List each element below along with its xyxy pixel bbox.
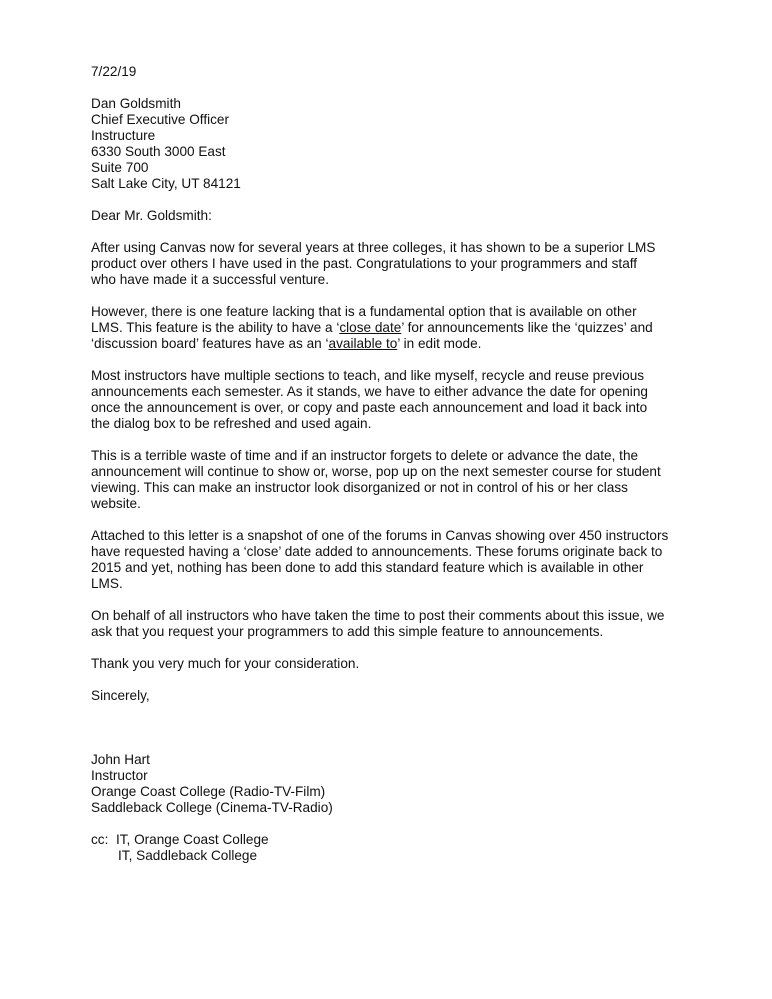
signer-title: Instructor: [91, 768, 148, 783]
paragraph-1: [91, 240, 731, 288]
paragraph-line: website.: [91, 496, 141, 511]
cc-recipient: IT, Saddleback College: [118, 848, 258, 863]
closing: [91, 688, 731, 704]
recipient-title: Chief Executive Officer: [91, 112, 230, 127]
date-text: 7/22/19: [91, 64, 137, 79]
paragraph-line: On behalf of all instructors who have taken the time to post their comments about this issue, we: [91, 608, 665, 623]
paragraph-line: Thank you very much for your consideration.: [91, 656, 360, 671]
paragraph-line: Attached to this letter is a snapshot of one of the forums in Canvas showing over 450 instructors: [91, 528, 669, 543]
paragraph-line: announcement will continue to show or, worse, pop up on the next semester course for student: [91, 464, 661, 479]
underlined-term-available-to: available to: [328, 336, 398, 351]
paragraph-line: LMS.: [91, 576, 123, 591]
paragraph-line: However, there is one feature lacking that is a fundamental option that is available on other: [91, 304, 637, 319]
cc-recipient: IT, Orange Coast College: [115, 832, 269, 847]
paragraph-line: have requested having a ‘close’ date added to announcements. These forums originate back to: [91, 544, 663, 559]
recipient-company: Instructure: [91, 128, 156, 143]
paragraph-line: [91, 336, 731, 352]
signature-block: [91, 752, 731, 816]
signer-name: John Hart: [91, 752, 150, 767]
signature-space: [91, 720, 731, 752]
paragraph-5: [91, 528, 731, 592]
cc-label: cc:: [91, 832, 109, 847]
cc-line-2: [91, 848, 731, 864]
letter-page: [91, 64, 731, 880]
paragraph-line: once the announcement is over, or copy and paste each announcement and load it back into: [91, 400, 648, 415]
paragraph-6: [91, 608, 731, 640]
text-segment: ‘discussion board’ features have as an ‘: [91, 336, 329, 351]
signer-affiliation-1: Orange Coast College (Radio-TV-Film): [91, 784, 326, 799]
paragraph-line: the dialog box to be refreshed and used again.: [91, 416, 372, 431]
salutation: [91, 208, 731, 224]
paragraph-line: announcements each semester. As it stands, we have to either advance the date for opening: [91, 384, 648, 399]
paragraph-line: viewing. This can make an instructor look disorganized or not in control of his or her class: [91, 480, 628, 495]
paragraph-line: This is a terrible waste of time and if an instructor forgets to delete or advance the date, the: [91, 448, 639, 463]
letter-date: [91, 64, 731, 80]
paragraph-line: After using Canvas now for several years at three colleges, it has shown to be a superior LMS: [91, 240, 656, 255]
paragraph-line: who have made it a successful venture.: [91, 272, 330, 287]
paragraph-line: ask that you request your programmers to add this simple feature to announcements.: [91, 624, 604, 639]
cc-line-1: [91, 832, 731, 848]
closing-text: Sincerely,: [91, 688, 150, 703]
paragraph-line: [91, 320, 731, 336]
signer-affiliation-2: Saddleback College (Cinema-TV-Radio): [91, 800, 333, 815]
salutation-text: Dear Mr. Goldsmith:: [91, 208, 212, 223]
text-segment: ’ for announcements like the ‘quizzes’ and: [401, 320, 653, 335]
paragraph-3: [91, 368, 731, 432]
paragraph-line: Most instructors have multiple sections to teach, and like myself, recycle and reuse previous: [91, 368, 645, 383]
recipient-address-line-1: 6330 South 3000 East: [91, 144, 226, 159]
text-segment: LMS. This feature is the ability to have a ‘: [91, 320, 340, 335]
recipient-name: Dan Goldsmith: [91, 96, 181, 111]
underlined-term-close-date: close date: [339, 320, 402, 335]
text-segment: ’ in edit mode.: [397, 336, 482, 351]
paragraph-line: 2015 and yet, nothing has been done to add this standard feature which is available in other: [91, 560, 644, 575]
recipient-address-block: [91, 96, 731, 192]
cc-block: [91, 832, 731, 864]
paragraph-2: [91, 304, 731, 352]
recipient-address-line-2: Suite 700: [91, 160, 149, 175]
paragraph-7: [91, 656, 731, 672]
recipient-city-state-zip: Salt Lake City, UT 84121: [91, 176, 241, 191]
paragraph-4: [91, 448, 731, 512]
paragraph-line: product over others I have used in the past. Congratulations to your programmers and staff: [91, 256, 638, 271]
